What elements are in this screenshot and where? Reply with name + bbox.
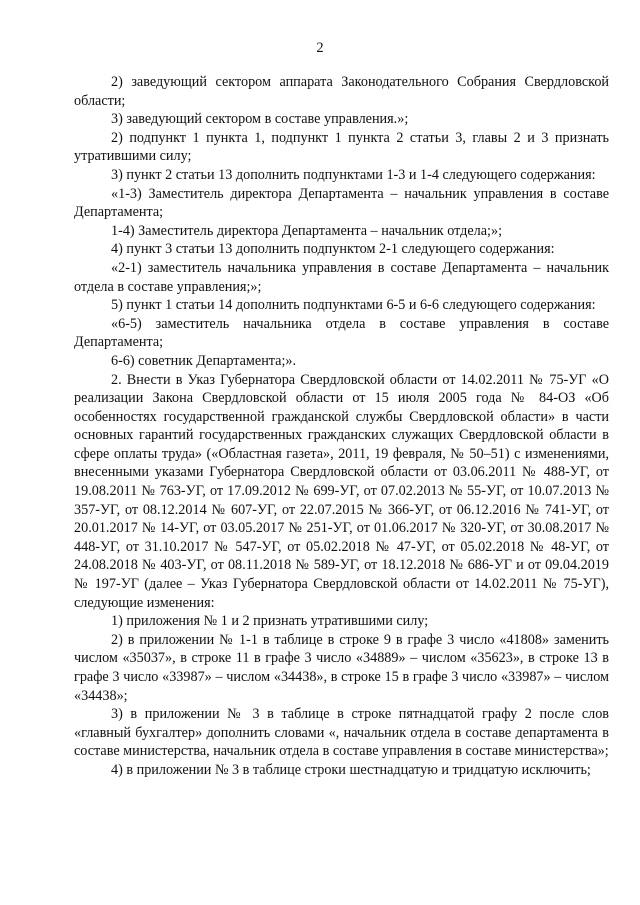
document-body bbox=[74, 73, 609, 780]
paragraph-amendment-3-article-13-point-2: 3) пункт 2 статьи 13 дополнить подпунктами 1-3 и 1-4 следующего содержания: bbox=[111, 166, 596, 183]
page-number: 2 bbox=[316, 40, 324, 56]
paragraph-amendment-2-repeal: 2) подпункт 1 пункта 1, подпункт 1 пункта 2 статьи 3, главы 2 и 3 признать утратившими силу; bbox=[74, 129, 609, 165]
paragraph-item-3-head-of-sector-in-department: 3) заведующий сектором в составе управления.»; bbox=[111, 111, 409, 128]
paragraph-subitem-6-6: 6-6) советник Департамента;». bbox=[111, 352, 297, 369]
paragraph-section-2-decree-amendments: 2. Внести в Указ Губернатора Свердловской области от 14.02.2011 № 75-УГ «О реализации Закона Свердловской области от 15 июля 2005 года № 84-ОЗ «Об особенностях государственной гражданской службы Свердловской области» в части основных гарантий государственных гражданских служащих Свердловской области в сфере оплаты труда» («Областная газета», 2011, 19 февраля, № 50–51) с изменениями, внесенными указами Губернатора Свердловской области от 03.06.2011 № 488-УГ, от 19.08.2011 № 763-УГ, от 17.09.2012 № 699-УГ, от 07.02.2013 № 55-УГ, от 10.07.2013 № 357-УГ, от 08.12.2014 № 607-УГ, от 22.07.2015 № 366-УГ, от 06.12.2016 № 741-УГ, от 20.01.2017 № 14-УГ, от 03.05.2017 № 251-УГ, от 01.06.2017 № 320-УГ, от 30.08.2017 № 448-УГ, от 31.10.2017 № 547-УГ, от 05.02.2018 № 47-УГ, от 05.02.2018 № 48-УГ, от 24.08.2018 № 403-УГ, от 08.11.2018 № 589-УГ, от 18.12.2018 № 686-УГ и от 09.04.2019 № 197-УГ (далее – Указ Губернатора Свердловской области от 14.02.2011 № 75-УГ), следующие изменения: bbox=[74, 371, 609, 611]
paragraph-decree-item-3: 3) в приложении № 3 в таблице в строке пятнадцатой графу 2 после слов «главный бухгалтер» дополнить словами «, начальник отдела в составе департамента в составе министерства, начальник отдела в составе управления в составе министерства»; bbox=[74, 706, 609, 760]
paragraph-subitem-1-4: 1-4) Заместитель директора Департамента – начальник отдела;»; bbox=[111, 222, 503, 239]
paragraph-decree-item-1: 1) приложения № 1 и 2 признать утратившими силу; bbox=[111, 613, 429, 630]
paragraph-subitem-6-5: «6-5) заместитель начальника отдела в составе управления в составе Департамента; bbox=[74, 315, 609, 351]
paragraph-amendment-5-article-14: 5) пункт 1 статьи 14 дополнить подпунктами 6-5 и 6-6 следующего содержания: bbox=[111, 297, 596, 314]
paragraph-decree-item-4: 4) в приложении № 3 в таблице строки шестнадцатую и тридцатую исключить; bbox=[111, 761, 591, 778]
paragraph-subitem-1-3: «1-3) Заместитель директора Департамента – начальник управления в составе Департамента; bbox=[74, 185, 609, 221]
paragraph-subitem-2-1: «2-1) заместитель начальника управления в составе Департамента – начальник отдела в составе управления;»; bbox=[74, 259, 609, 295]
paragraph-item-2-head-of-sector: 2) заведующий сектором аппарата Законодательного Собрания Свердловской области; bbox=[74, 74, 609, 109]
paragraph-amendment-4-article-13-point-3: 4) пункт 3 статьи 13 дополнить подпунктом 2-1 следующего содержания: bbox=[111, 241, 555, 258]
paragraph-decree-item-2: 2) в приложении № 1-1 в таблице в строке 9 в графе 3 число «41808» заменить числом «35037», в строке 11 в графе 3 число «34889» – числом «35623», в строке 13 в графе 3 число «33987» – числом «34438», в строке 15 в графе 3 число «33987» – числом «34438»; bbox=[74, 631, 609, 704]
